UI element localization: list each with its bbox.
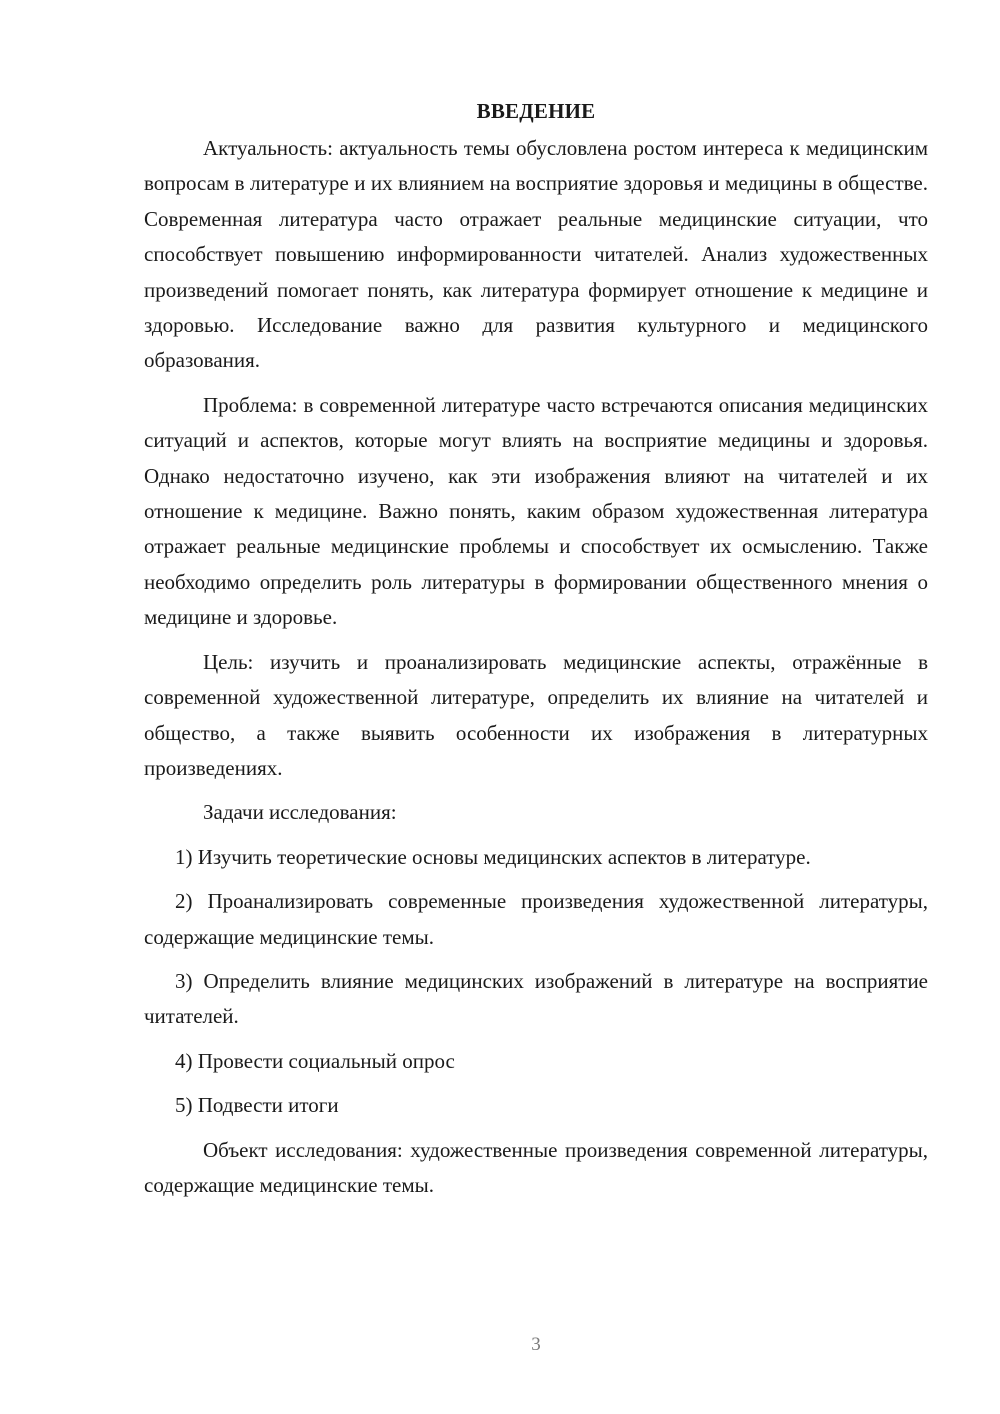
task-item-5: 5) Подвести итоги xyxy=(175,1093,339,1118)
paragraph-relevance: Актуальность: актуальность темы обусловлена ростом интереса к медицинским вопросам в литературе и их влиянием на восприятие здоровья и медицины в обществе. Современная литература часто отражает реальные медицинские ситуации, что способствует повышению информированности читателей. Анализ художественных произведений помогает понять, как литература формирует отношение к медицине и здоровью. Исследование важно для развития культурного и медицинского образования. xyxy=(144,136,928,373)
paragraph-goal: Цель: изучить и проанализировать медицинские аспекты, отражённые в современной художественной литературе, определить их влияние на читателей и общество, а также выявить особенности их изображения в литературных произведениях. xyxy=(144,649,928,780)
task-item-2: 2) Проанализировать современные произведения художественной литературы, содержащие медицинские темы. xyxy=(144,889,928,949)
page-number: 3 xyxy=(531,1334,541,1355)
paragraph-object: Объект исследования: художественные произведения современной литературы, содержащие медицинские темы. xyxy=(144,1137,928,1197)
page-title: ВВЕДЕНИЕ xyxy=(476,99,596,123)
task-item-1: 1) Изучить теоретические основы медицинских аспектов в литературе. xyxy=(175,844,811,869)
page-content xyxy=(144,93,928,1203)
paragraph-problem: Проблема: в современной литературе часто встречаются описания медицинских ситуаций и аспектов, которые могут влиять на восприятие медицины и здоровья. Однако недостаточно изучено, как эти изображения влияют на читателей и их отношение к медицине. Важно понять, каким образом художественная литература отражает реальные медицинские проблемы и способствует их осмыслению. Также необходимо определить роль литературы в формировании общественного мнения о медицине и здоровье. xyxy=(144,392,928,630)
task-item-4: 4) Провести социальный опрос xyxy=(175,1048,455,1073)
tasks-heading: Задачи исследования: xyxy=(203,800,397,825)
task-item-3: 3) Определить влияние медицинских изображений в литературе на восприятие читателей. xyxy=(144,968,928,1029)
